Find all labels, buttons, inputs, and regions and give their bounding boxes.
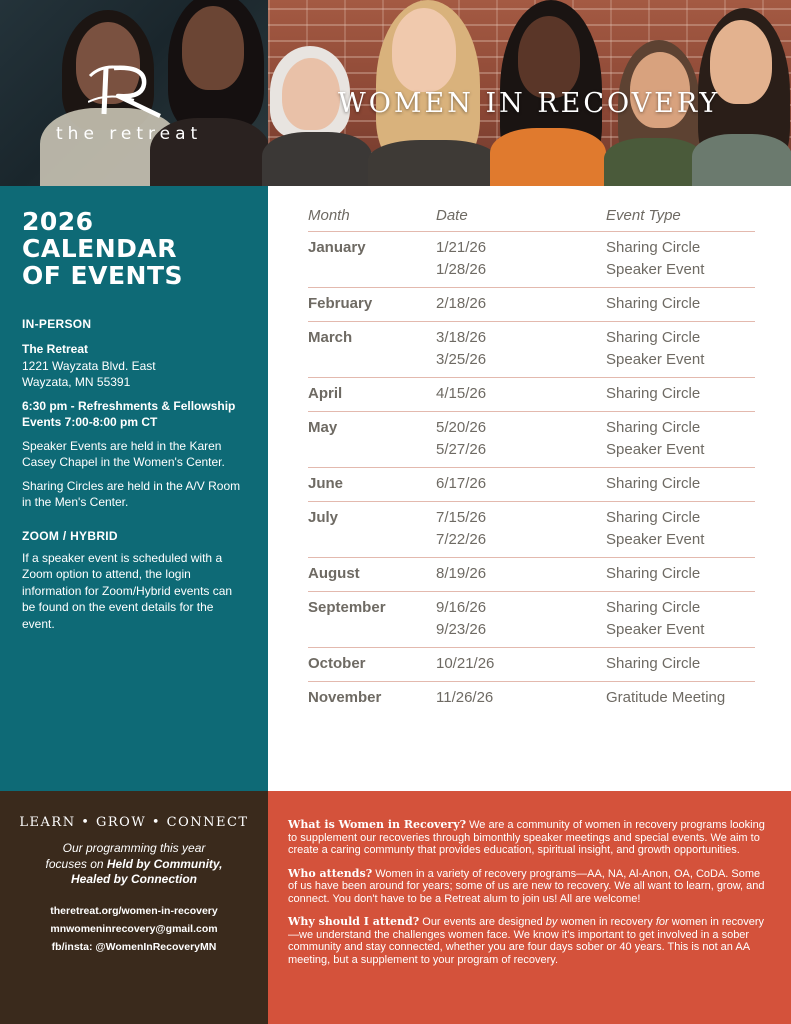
zoom-heading: ZOOM / HYBRID [22,528,118,543]
faq-who-question: Who attends? [288,866,373,880]
event-date: 7/22/26 [436,531,487,548]
table-row [308,648,755,682]
event-info-panel [0,186,268,791]
month-cell: January [308,239,366,256]
event-type-cell [606,237,755,281]
event-type: Sharing Circle [606,295,701,312]
event-date: 9/16/26 [436,599,487,616]
faq-why-question: Why should I attend? [288,915,420,928]
date-cell [436,327,606,371]
table-row [308,558,755,592]
calendar-title-line3: OF EVENTS [22,261,184,290]
table-row [308,288,755,322]
event-date: 3/18/26 [436,329,487,346]
month-cell: September [308,599,386,616]
date-cell [436,507,606,551]
event-date: 3/25/26 [436,351,487,368]
person-body [262,132,372,186]
month-cell: April [308,385,343,402]
focus-line3 [0,872,268,888]
month-cell: October [308,655,366,672]
time-line2: Events 7:00-8:00 pm CT [22,415,158,429]
person-body [692,134,791,186]
faq-who-answer: Women in a variety of recovery programs—AA, NA, Al-Anon, OA, CoDA. Some of us have been around for years; some of us are new to recovery. We all want to learn, grow, and connect. You don't have to be a Retreat alum to join us! All are welcome! [288,867,765,905]
faq-who [288,868,769,906]
footer-contact-panel [0,791,268,1024]
header-event-type: Event Type [606,207,681,224]
event-type: Sharing Circle [606,565,701,582]
month-cell: June [308,475,344,492]
table-row [308,322,755,378]
event-type: Speaker Event [606,531,705,548]
person-body [368,140,498,186]
date-cell [436,473,606,495]
table-row [308,502,755,558]
focus-line2 [0,857,268,873]
month-cell: March [308,329,353,346]
event-type: Speaker Event [606,351,705,368]
focus-line1: Our programming this year [62,841,206,855]
faq-what [288,819,769,857]
in-person-heading: IN-PERSON [22,317,92,331]
event-date: 8/19/26 [436,565,487,582]
focus-theme-part2: Healed by Connection [70,872,198,886]
event-type-cell [606,473,755,495]
retreat-logo-mark-icon [88,62,168,120]
sharing-circles-note: Sharing Circles are held in the A/V Room in the Men's Center. [22,478,241,509]
person-body [604,138,704,186]
event-type-cell [606,417,755,461]
event-date: 5/20/26 [436,419,487,436]
event-type-cell [606,507,755,551]
month-cell: November [308,689,382,706]
program-focus [0,841,268,888]
event-type: Gratitude Meeting [606,689,726,706]
faq-why-answer-part2: women in recovery [557,916,656,928]
faq-what-answer: We are a community of women in recovery programs looking to supplement our recoveries through bimonthly speaker meetings and special events. We aim to create a caring communty that provides education, spiritual insight, and growth opportunities. [288,819,765,856]
date-cell [436,687,606,709]
event-date: 5/27/26 [436,441,487,458]
table-row [308,378,755,412]
event-type: Sharing Circle [606,599,701,616]
faq-why-for: for [655,916,669,928]
table-row [308,592,755,648]
logo-text: the retreat [56,124,203,144]
event-date: 4/15/26 [436,385,487,402]
table-row [308,468,755,502]
retreat-logo [50,62,220,144]
table-body [308,232,755,715]
date-cell [436,383,606,405]
event-date: 6/17/26 [436,475,487,492]
date-cell [436,293,606,315]
event-type-cell [606,653,755,675]
time-line1: 6:30 pm - Refreshments & Fellowship [22,398,236,413]
event-type: Sharing Circle [606,509,701,526]
event-type-cell [606,597,755,641]
faq-why [288,916,769,966]
faq-what-question: What is Women in Recovery? [288,818,467,831]
event-type-cell [606,383,755,405]
table-row [308,682,755,715]
faq-why-answer-part3: women in recovery—we understand the challenges women face. We know it's important to get involved in a sober community and stay connected, whether you are four days sober or 40 years. This is not an AA meeting, but a supplement to your program of recovery. [288,916,765,966]
event-type: Sharing Circle [606,329,701,346]
speaker-events-note: Speaker Events are held in the Karen Casey Chapel in the Women's Center. [22,438,225,469]
header-date: Date [436,207,468,224]
event-type-cell [606,563,755,585]
contact-list [0,902,268,956]
event-type-cell [606,327,755,371]
event-type: Sharing Circle [606,239,701,256]
table-header [308,207,755,232]
calendar-title-line2: CALENDAR [22,234,177,263]
website-link[interactable]: theretreat.org/women-in-recovery [50,904,218,917]
event-type: Sharing Circle [606,385,701,402]
focus-theme-part1: Held by Community, [106,856,223,871]
social-handle[interactable]: fb/insta: @WomenInRecoveryMN [51,940,217,953]
event-type: Speaker Event [606,261,705,278]
page-title: WOMEN IN RECOVERY [338,88,721,119]
event-date: 11/26/26 [436,689,494,706]
person-face [518,16,580,98]
tagline: LEARN • GROW • CONNECT [19,815,249,830]
faq-why-answer-part1: Our events are designed [419,916,546,928]
event-date: 7/15/26 [436,509,487,526]
month-cell: May [308,419,338,436]
header-banner [0,0,791,186]
date-cell [436,237,606,281]
zoom-note: If a speaker event is scheduled with a Zoom option to attend, the login information for Zoom/Hybrid events can be found on the event details for the event. [22,550,233,631]
event-date: 1/21/26 [436,239,487,256]
events-schedule-table [308,207,755,715]
person-body [490,128,606,186]
focus-line2-text: focuses on [45,856,107,871]
email-link[interactable]: mnwomeninrecovery@gmail.com [50,922,218,935]
event-type-cell [606,293,755,315]
event-type-cell [606,687,755,709]
table-row [308,232,755,288]
person-face [392,8,456,92]
address-line2: Wayzata, MN 55391 [22,375,131,389]
venue-name: The Retreat [22,342,89,356]
address-line1: 1221 Wayzata Blvd. East [22,358,156,373]
event-date: 9/23/26 [436,621,487,638]
month-cell: July [308,509,339,526]
date-cell [436,417,606,461]
date-cell [436,563,606,585]
table-row [308,412,755,468]
event-type: Sharing Circle [606,655,701,672]
calendar-title [22,208,246,289]
person-face [282,58,340,130]
faq-panel [268,791,791,1024]
month-cell: February [308,295,373,312]
event-type: Speaker Event [606,441,705,458]
date-cell [436,597,606,641]
event-date: 10/21/26 [436,655,495,672]
date-cell [436,653,606,675]
event-type: Sharing Circle [606,419,701,436]
faq-why-by: by [545,916,558,928]
event-date: 2/18/26 [436,295,487,312]
event-date: 1/28/26 [436,261,487,278]
event-type: Speaker Event [606,621,705,638]
calendar-title-year: 2026 [22,207,94,236]
month-cell: August [308,565,360,582]
event-type: Sharing Circle [606,475,701,492]
header-month: Month [308,207,350,224]
